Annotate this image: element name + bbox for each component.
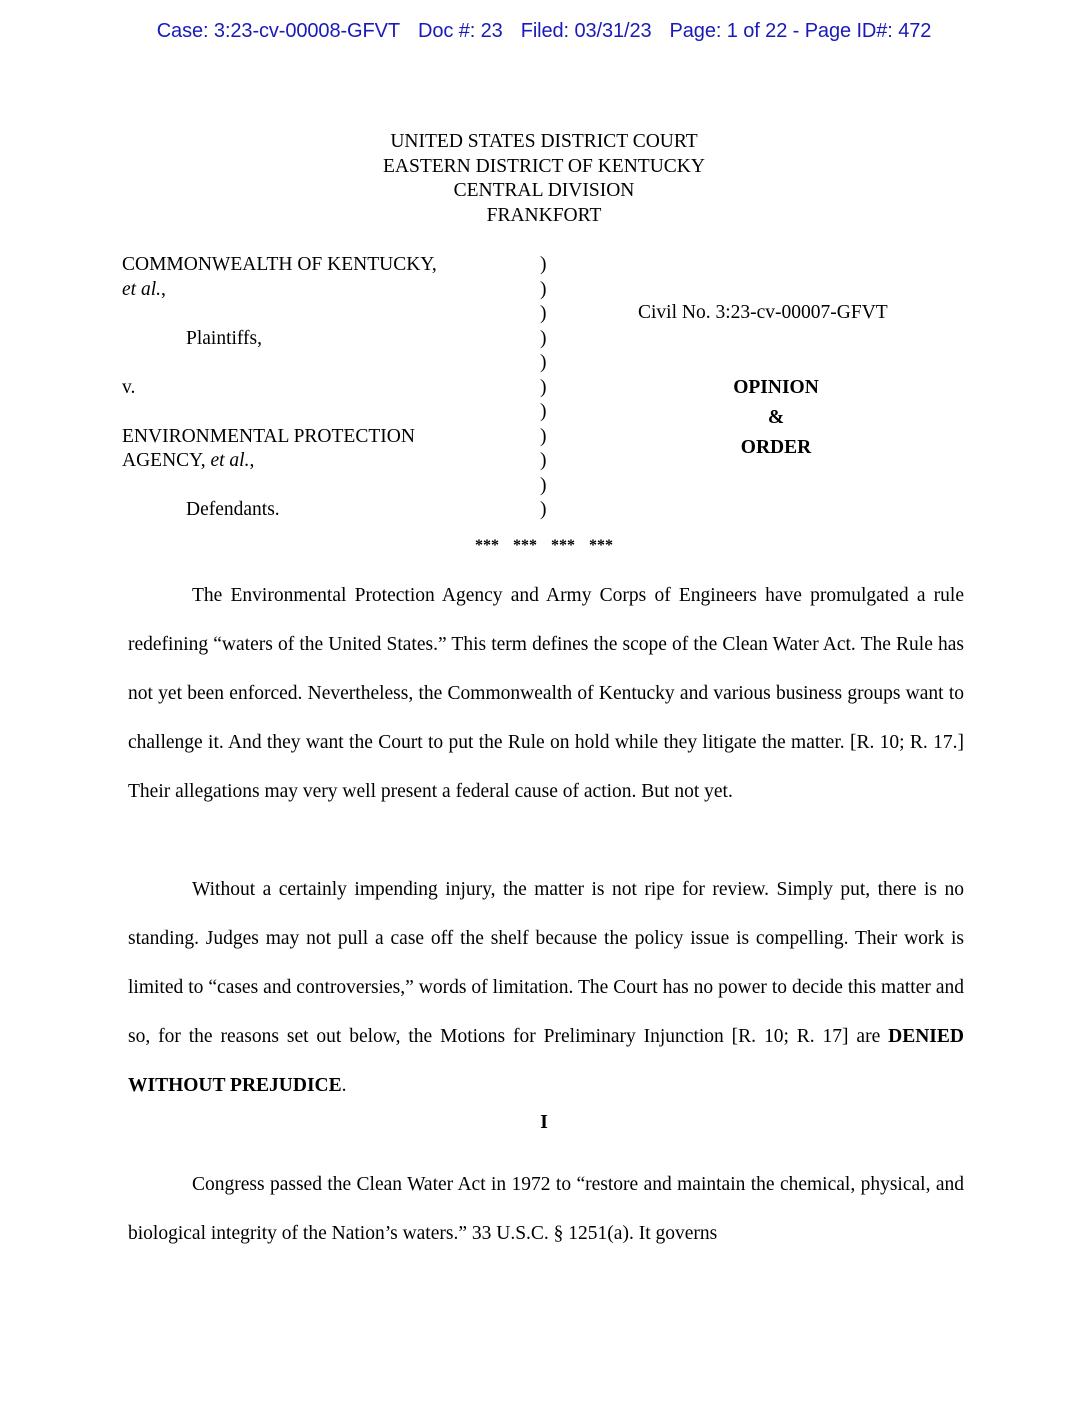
filing-stamp (0, 20, 1088, 43)
plaintiff-etal: et al., (122, 278, 166, 300)
stamp-case: Case: 3:23-cv-00008-GFVT (156, 20, 400, 42)
court-district: EASTERN DISTRICT OF KENTUCKY (383, 155, 705, 177)
stamp-filed: Filed: 03/31/23 (520, 20, 652, 42)
versus: v. (122, 376, 136, 398)
section-separator: *** *** *** *** (475, 537, 613, 554)
civil-number: Civil No. 3:23-cv-00007-GFVT (638, 302, 888, 323)
court-name: UNITED STATES DISTRICT COURT (390, 131, 698, 152)
case-caption-parties (122, 253, 542, 523)
stamp-page: Page: 1 of 22 - Page ID#: 472 (669, 20, 932, 42)
court-heading (0, 130, 1088, 228)
section-heading: I (540, 1112, 548, 1133)
holding-bold: DENIED WITHOUT PREJUDICE (128, 1026, 964, 1096)
court-division: CENTRAL DIVISION (453, 180, 635, 201)
plaintiff-name: COMMONWEALTH OF KENTUCKY, (122, 254, 437, 275)
paragraph-holding: Without a certainly impending injury, the matter is not ripe for review. Simply put, there is no standing. Judges may not pull a case off the shelf because the policy issue is compelling. Their work is limited to “cases and controversies,” words of limitation. The Court has no power to decide this matter and so, for the reasons set out below, the Motions for Preliminary Injunction [R. 10; R. 17] are DENIED WITHOUT PREJUDICE. (128, 879, 964, 1096)
defendant-role: Defendants. (186, 499, 280, 520)
defendant-name-line2: AGENCY, et al., (122, 450, 255, 471)
court-location: FRANKFORT (486, 204, 602, 226)
caption-parentheses: ) ) ) ) ) ) ) ) ) ) ) (540, 254, 547, 520)
paragraph-background: Congress passed the Clean Water Act in 1972 to “restore and maintain the chemical, physical, and biological integrity of the Nation’s waters.” 33 U.S.C. § 1251(a). It governs (128, 1174, 964, 1244)
stamp-doc: Doc #: 23 (417, 20, 503, 42)
paragraph-intro: The Environmental Protection Agency and Army Corps of Engineers have promulgated a rule redefining “waters of the United States.” This term defines the scope of the Clean Water Act. The Rule has not yet been enforced. Nevertheless, the Commonwealth of Kentucky and various business groups want to challenge it. And they want the Court to put the Rule on hold while they litigate the matter. [R. 10; R. 17.] Their allegations may very well present a federal cause of action. But not yet. (128, 585, 964, 802)
defendant-name-line1: ENVIRONMENTAL PROTECTION (122, 425, 415, 447)
document-title: OPINION & ORDER (733, 377, 819, 458)
plaintiff-role: Plaintiffs, (186, 327, 263, 349)
